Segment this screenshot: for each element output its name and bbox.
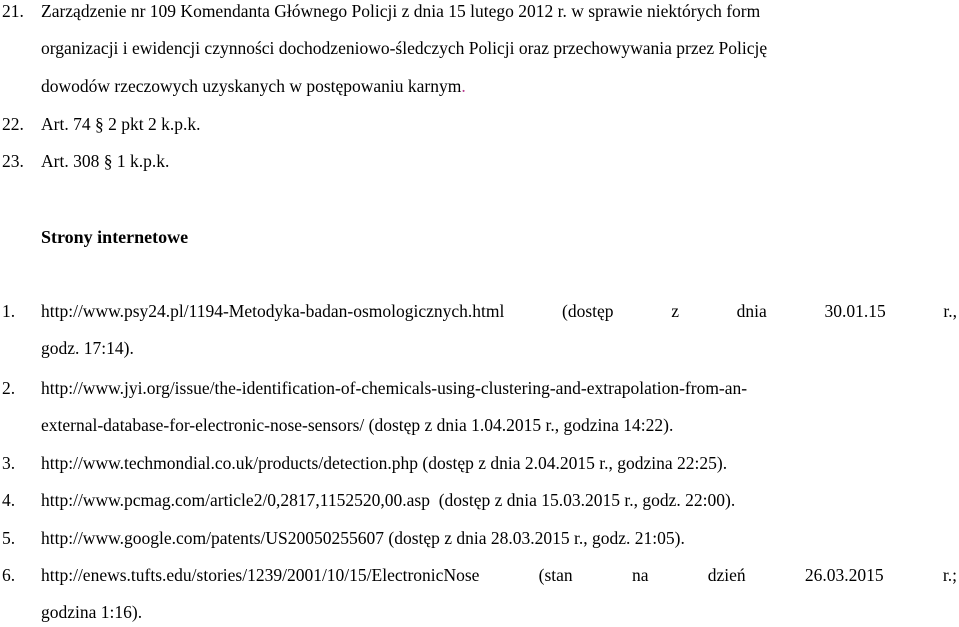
list-text-line: http://www.techmondial.co.uk/products/detection.php (dostęp z dnia 2.04.2015 r., godzina 22:25). xyxy=(41,453,728,473)
word: dnia xyxy=(736,301,767,321)
list-text-line: godzina 1:16). xyxy=(41,602,143,622)
word: http://www.psy24.pl/1194-Metodyka-badan-osmologicznych.html xyxy=(41,301,505,321)
list-number: 21. xyxy=(2,1,24,21)
word: r.; xyxy=(942,565,957,585)
list-text-line: http://www.jyi.org/issue/the-identification-of-chemicals-using-clustering-and-extrapolation-from-an- xyxy=(41,378,748,398)
list-item-23 xyxy=(0,153,959,177)
list-text-line xyxy=(41,567,957,585)
section-heading: Strony internetowe xyxy=(41,227,189,247)
word: na xyxy=(631,565,649,585)
link-item-4 xyxy=(0,492,959,516)
list-text: Art. 74 § 2 pkt 2 k.p.k. xyxy=(41,114,201,134)
word: http://enews.tufts.edu/stories/1239/2001/10/15/ElectronicNose xyxy=(41,565,480,585)
list-text-fragment: dowodów rzeczowych uzyskanych w postępowaniu karnym xyxy=(41,76,462,96)
list-text-line xyxy=(41,303,957,321)
link-item-5 xyxy=(0,530,959,554)
list-text-line: external-database-for-electronic-nose-sensors/ (dostęp z dnia 1.04.2015 r., godzina 14:22). xyxy=(41,415,674,435)
list-number: 3. xyxy=(2,453,16,473)
word: (stan xyxy=(538,565,573,585)
word: dzień xyxy=(707,565,746,585)
list-text: Art. 308 § 1 k.p.k. xyxy=(41,151,170,171)
list-text-line: http://www.google.com/patents/US20050255607 (dostęp z dnia 28.03.2015 r., godz. 21:05). xyxy=(41,528,685,548)
word: 30.01.15 xyxy=(824,301,886,321)
list-number: 1. xyxy=(2,301,16,321)
list-item-21 xyxy=(0,0,959,110)
list-text-line: organizacji i ewidencji czynności dochodzeniowo-śledczych Policji oraz przechowywania przez Policję xyxy=(41,38,768,58)
list-item-22 xyxy=(0,116,959,140)
word: (dostęp xyxy=(562,301,614,321)
word: z xyxy=(671,301,679,321)
list-number: 22. xyxy=(2,114,24,134)
list-number: 4. xyxy=(2,490,16,510)
list-text-line: godz. 17:14). xyxy=(41,338,134,358)
link-item-1 xyxy=(0,303,959,363)
list-number: 2. xyxy=(2,378,16,398)
list-number: 6. xyxy=(2,565,16,585)
link-item-2 xyxy=(0,380,959,440)
list-number: 23. xyxy=(2,151,24,171)
link-item-6 xyxy=(0,567,959,627)
list-text-line xyxy=(41,78,466,96)
list-text-line: Zarządzenie nr 109 Komendanta Głównego Policji z dnia 15 lutego 2012 r. w sprawie niektórych form xyxy=(41,1,761,21)
word: r., xyxy=(943,301,957,321)
list-text-line: http://www.pcmag.com/article2/0,2817,1152520,00.asp (dostęp z dnia 15.03.2015 r., godz. 22:00). xyxy=(41,490,736,510)
list-number: 5. xyxy=(2,528,16,548)
word: 26.03.2015 xyxy=(804,565,884,585)
link-item-3 xyxy=(0,455,959,479)
list-text-fragment: . xyxy=(461,76,466,96)
